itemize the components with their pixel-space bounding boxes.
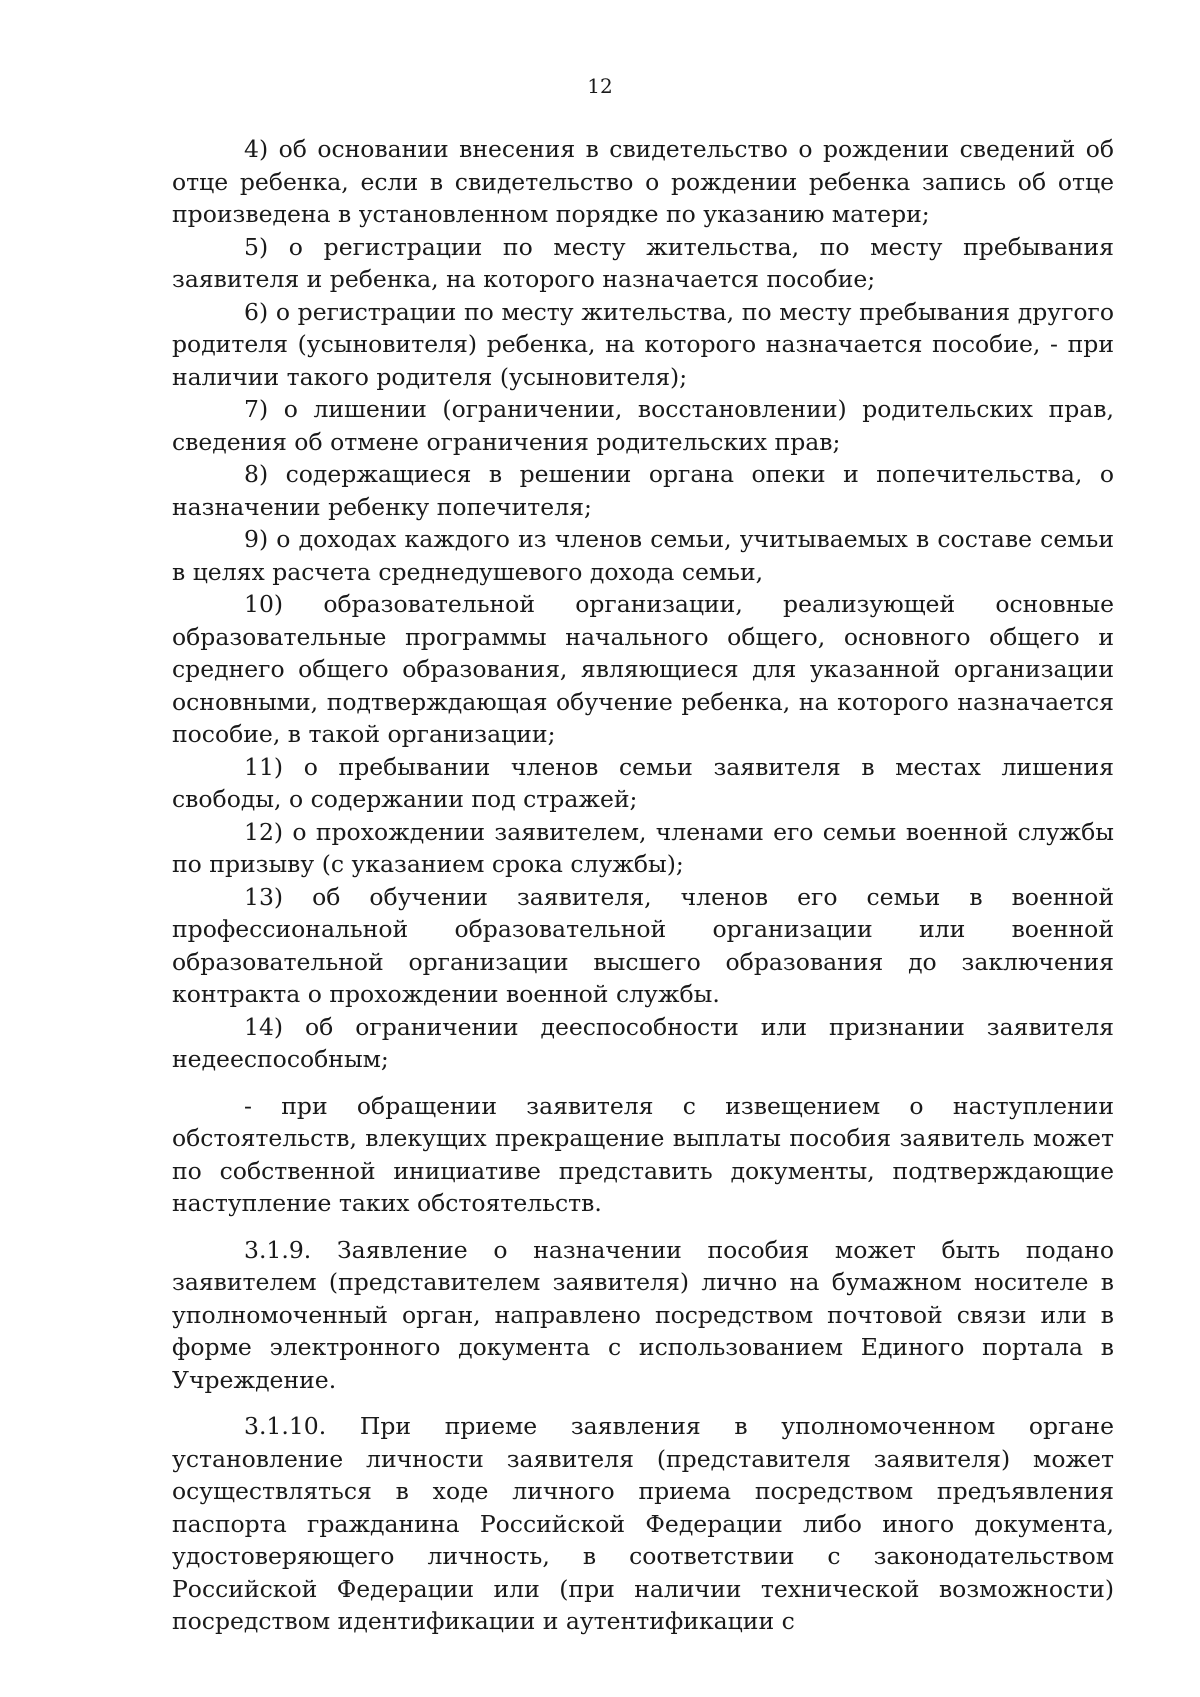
paragraph-item-6: 6) о регистрации по месту жительства, по месту пребывания другого родителя (усыновителя) ребенка, на которого назначается пособие, - при наличии такого родителя (усыновителя); xyxy=(172,297,1114,391)
paragraph-item-5: 5) о регистрации по месту жительства, по месту пребывания заявителя и ребенка, на которого назначается пособие; xyxy=(172,232,1114,293)
paragraph-item-10: 10) образовательной организации, реализующей основные образовательные программы начального общего, основного общего и среднего общего образования, являющиеся для указанной организации основными, подтверждающая обучение ребенка, на которого назначается пособие, в такой организации; xyxy=(172,590,1114,748)
paragraph-item-8: 8) содержащиеся в решении органа опеки и попечительства, о назначении ребенку попечителя; xyxy=(172,460,1114,521)
paragraph-item-14: 14) об ограничении дееспособности или признании заявителя недееспособным; xyxy=(172,1012,1114,1073)
paragraph-item-4: 4) об основании внесения в свидетельство о рождении сведений об отце ребенка, если в свидетельство о рождении ребенка запись об отце произведена в установленном порядке по указанию матери; xyxy=(172,135,1114,228)
paragraph-3-1-9: 3.1.9. Заявление о назначении пособия может быть подано заявителем (представителем заявителя) лично на бумажном носителе в уполномоченный орган, направлено посредством почтовой связи или в форме электронного документа с использованием Единого портала в Учреждение. xyxy=(172,1235,1114,1394)
paragraph-3-1-10: 3.1.10. При приеме заявления в уполномоченном органе установление личности заявителя (представителя заявителя) может осуществляться в ходе личного приема посредством предъявления паспорта гражданина Российской Федерации либо иного документа, удостоверяющего личность, в соответствии с законодательством Российской Федерации или (при наличии технической возможности) посредством идентификации и аутентификации с xyxy=(172,1412,1114,1635)
paragraph-item-7: 7) о лишении (ограничении, восстановлении) родительских прав, сведения об отмене ограничения родительских прав; xyxy=(172,395,1114,456)
page-number: 12 xyxy=(587,74,613,98)
paragraph-item-11: 11) о пребывании членов семьи заявителя в местах лишения свободы, о содержании под стражей; xyxy=(172,752,1114,813)
document-body xyxy=(172,133,1114,1638)
paragraph-item-12: 12) о прохождении заявителем, членами его семьи военной службы по призыву (с указанием срока службы); xyxy=(172,817,1114,878)
paragraph-termination-notice: - при обращении заявителя с извещением о наступлении обстоятельств, влекущих прекращение выплаты пособия заявитель может по собственной инициативе представить документы, подтверждающие наступление таких обстоятельств. xyxy=(172,1091,1114,1217)
paragraph-item-13: 13) об обучении заявителя, членов его семьи в военной профессиональной образовательной организации или военной образовательной организации высшего образования до заключения контракта о прохождении военной службы. xyxy=(172,882,1114,1008)
paragraph-item-9: 9) о доходах каждого из членов семьи, учитываемых в составе семьи в целях расчета среднедушевого дохода семьи, xyxy=(172,525,1114,586)
